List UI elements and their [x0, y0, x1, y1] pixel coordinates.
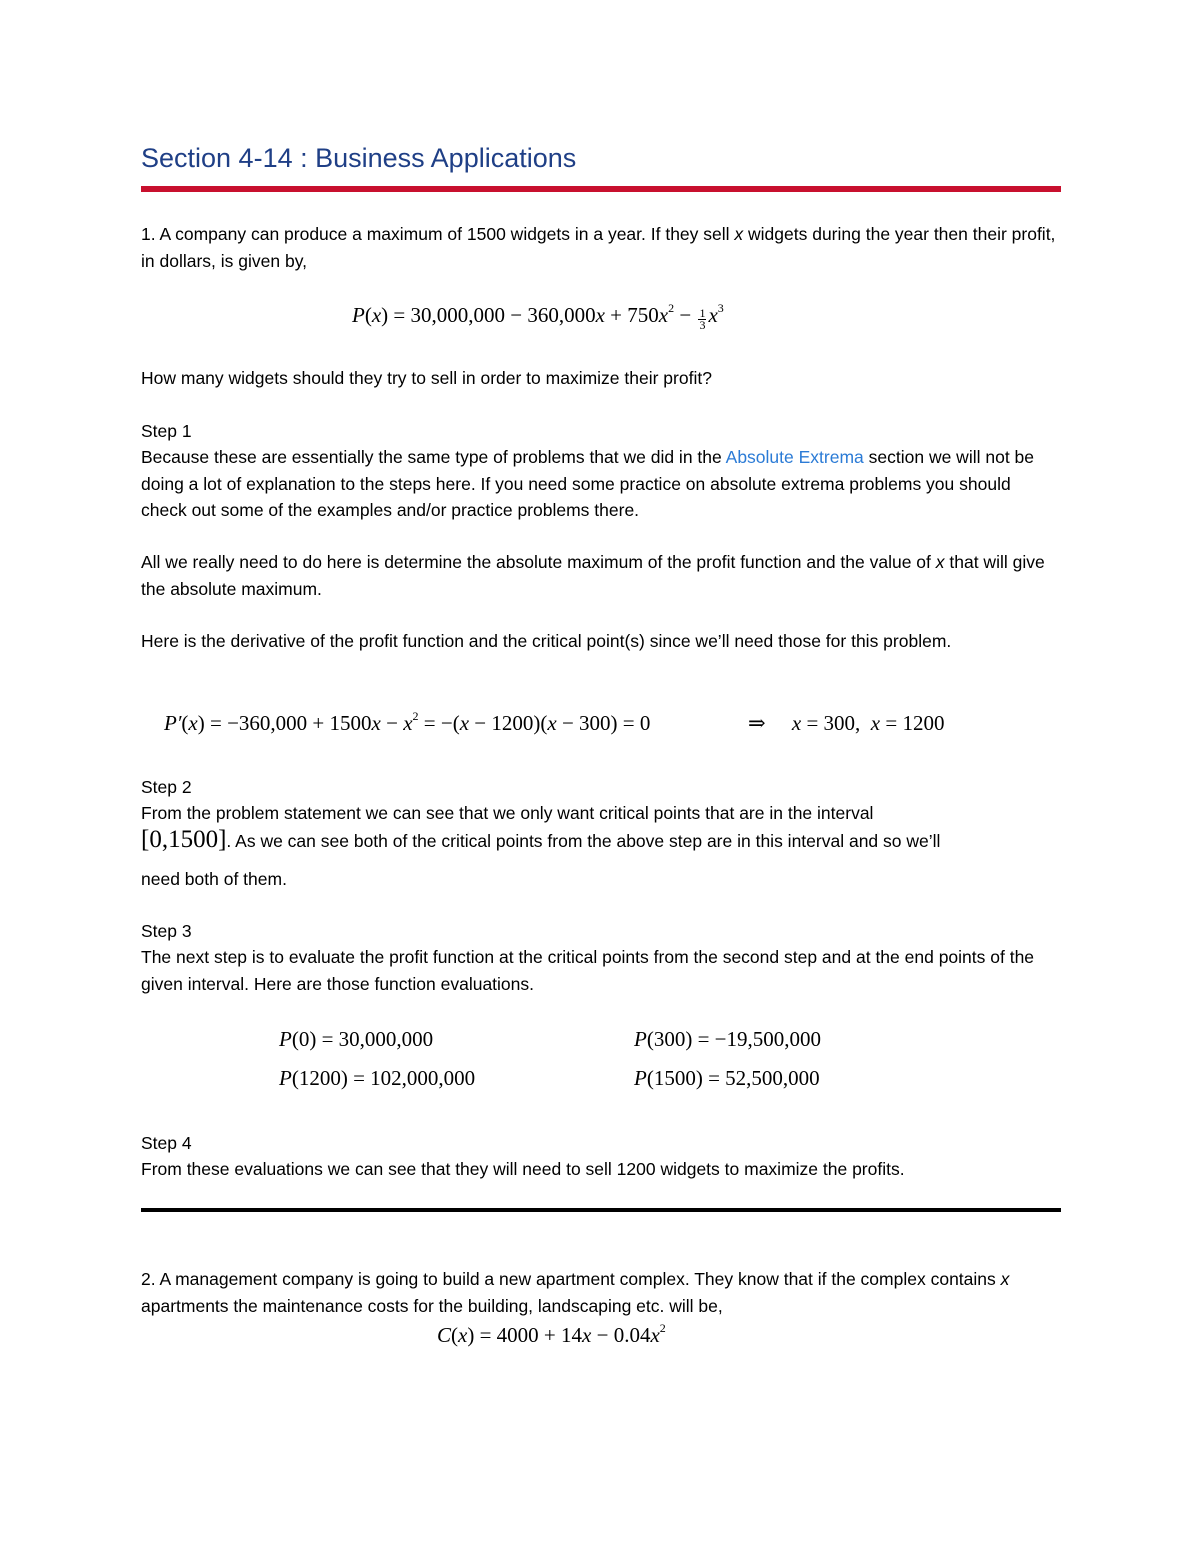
cost-equation: $C(x) = 4000 + 14x - 0.04x^2$ [437, 1321, 666, 1347]
step-1-paragraph-3: Here is the derivative of the profit function and the critical point(s) since we’ll need those for this problem. [141, 631, 952, 651]
problem-1-statement: 1. A company can produce a maximum of 1500 widgets in a year. If they sell x widgets during the year then their profit, in dollars, is given by, [141, 224, 1056, 271]
derivative-equation: $P'(x) = -360,000 + 1500x - x^2 = -(x - 1200)(x - 300) = 0$ [164, 709, 651, 735]
implies-arrow: ⇒ [748, 711, 766, 735]
step-3-label: Step 3 [141, 921, 192, 941]
step-2-label: Step 2 [141, 777, 192, 797]
problem-2-statement: 2. A management company is going to build a new apartment complex. They know that if the complex contains x apartments the maintenance costs for the building, landscaping etc. will be, [141, 1269, 1010, 1316]
profit-equation: $P(x) = 30,000,000 - 360,000x + 750x^2$ − $\frac{1}{3}$ $x^3$ [352, 301, 724, 332]
problem-number: 2. [141, 1269, 156, 1289]
step-4-label: Step 4 [141, 1133, 192, 1153]
step-4-paragraph: From these evaluations we can see that they will need to sell 1200 widgets to maximize the profits. [141, 1159, 905, 1179]
problem-number: 1. [141, 224, 156, 244]
evaluation-p0: P(0) = 30,000,000 [279, 1027, 434, 1051]
step-1-paragraph-2: All we really need to do here is determine the absolute maximum of the profit function and the value of x that will give the absolute maximum. [141, 552, 1045, 599]
fraction-one-third: $\frac{1}{3}$ [699, 306, 706, 332]
evaluation-p1500: P(1500) = 52,500,000 [634, 1066, 820, 1090]
step-2-line-1: From the problem statement we can see that we only want critical points that are in the interval [141, 803, 874, 823]
absolute-extrema-link[interactable]: Absolute Extrema [725, 447, 864, 467]
section-title: Section 4-14 : Business Applications [141, 143, 577, 173]
evaluation-p300: P(300) = −19,500,000 [634, 1027, 822, 1051]
step-2-line-2: [0,1500]. As we can see both of the critical points from the above step are in this interval and so we’ll [141, 826, 941, 853]
step-1-label: Step 1 [141, 421, 192, 441]
critical-points: ⇒ x = 300, x = 1200 [748, 711, 945, 735]
problem-divider-rule [141, 1208, 1061, 1212]
step-2-line-3: need both of them. [141, 869, 287, 889]
title-underline-rule [141, 186, 1061, 192]
problem-1-question: How many widgets should they try to sell in order to maximize their profit? [141, 368, 712, 388]
interval: [0,1500] [141, 826, 227, 853]
step-1-paragraph: Because these are essentially the same type of problems that we did in the Absolute Extrema section we will not be doing a lot of explanation to the steps here. If you need some practice on absolute extrema problems you should check out some of the examples and/or practice problems there. [141, 447, 1035, 520]
step-3-paragraph: The next step is to evaluate the profit function at the critical points from the second step and at the end points of the given interval. Here are those function evaluations. [141, 947, 1035, 994]
evaluation-p1200: P(1200) = 102,000,000 [279, 1066, 476, 1090]
